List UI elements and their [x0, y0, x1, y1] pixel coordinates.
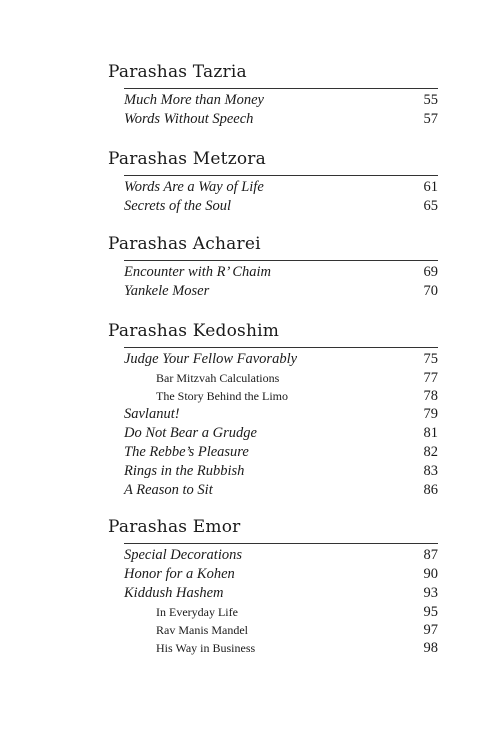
entry-page-number: 65	[423, 198, 438, 214]
entry-page-number: 87	[423, 547, 438, 563]
toc-entry	[108, 405, 438, 424]
entry-page-number: 77	[423, 370, 438, 386]
toc-section	[108, 321, 438, 500]
toc-section	[108, 149, 438, 216]
toc-section	[108, 234, 438, 301]
entry-title: Words Are a Way of Life	[124, 179, 264, 195]
entry-page-number: 98	[423, 640, 438, 656]
entry-page-number: 86	[423, 482, 438, 498]
entry-page-number: 69	[423, 264, 438, 280]
entry-title: Secrets of the Soul	[124, 198, 231, 214]
toc-entry	[108, 91, 438, 110]
toc-entry	[108, 263, 438, 282]
entry-page-number: 70	[423, 283, 438, 299]
toc-entry	[108, 350, 438, 369]
entry-title: Rav Manis Mandel	[156, 623, 248, 637]
toc-entry	[108, 584, 438, 603]
entry-title: Words Without Speech	[124, 111, 254, 127]
toc-entry	[108, 282, 438, 301]
toc-subentry	[108, 369, 438, 387]
entry-page-number: 83	[423, 463, 438, 479]
entry-page-number: 79	[423, 406, 438, 422]
entry-title: Yankele Moser	[124, 283, 210, 299]
entry-title: Judge Your Fellow Favorably	[124, 351, 298, 367]
entry-page-number: 61	[423, 179, 438, 195]
toc-entry	[108, 110, 438, 129]
entry-page-number: 55	[423, 92, 438, 108]
toc-entry	[108, 462, 438, 481]
toc-entry	[108, 443, 438, 462]
section-divider	[124, 347, 438, 348]
section-divider	[124, 175, 438, 176]
section-divider	[124, 543, 438, 544]
entry-title: Savlanut!	[124, 406, 180, 422]
toc-section	[108, 517, 438, 657]
entry-title: Bar Mitzvah Calculations	[156, 371, 280, 385]
section-heading: Parashas Acharei	[108, 234, 261, 254]
toc-entry	[108, 546, 438, 565]
entry-title: Much More than Money	[124, 92, 264, 108]
toc-subentry	[108, 603, 438, 621]
toc-subentry	[108, 639, 438, 657]
entry-title: The Story Behind the Limo	[156, 389, 288, 403]
toc-entry	[108, 178, 438, 197]
section-heading: Parashas Kedoshim	[108, 321, 280, 341]
entry-page-number: 95	[423, 604, 438, 620]
entry-title: Rings in the Rubbish	[124, 463, 245, 479]
section-heading: Parashas Tazria	[108, 62, 247, 82]
toc-section	[108, 62, 438, 129]
entry-page-number: 81	[423, 425, 438, 441]
entry-page-number: 93	[423, 585, 438, 601]
section-heading: Parashas Metzora	[108, 149, 266, 169]
entry-title: Do Not Bear a Grudge	[124, 425, 257, 441]
toc-entry	[108, 565, 438, 584]
toc-subentry	[108, 387, 438, 405]
entry-title: A Reason to Sit	[124, 482, 213, 498]
section-heading: Parashas Emor	[108, 517, 241, 537]
entry-title: His Way in Business	[156, 641, 256, 655]
toc-entry	[108, 197, 438, 216]
entry-title: Special Decorations	[124, 547, 242, 563]
section-divider	[124, 88, 438, 89]
entry-title: Kiddush Hashem	[124, 585, 224, 601]
section-divider	[124, 260, 438, 261]
entry-page-number: 97	[423, 622, 438, 638]
entry-page-number: 57	[423, 111, 438, 127]
entry-page-number: 78	[423, 388, 438, 404]
entry-title: Encounter with R’ Chaim	[124, 264, 272, 280]
toc-subentry	[108, 621, 438, 639]
toc-entry	[108, 424, 438, 443]
entry-page-number: 82	[423, 444, 438, 460]
toc-entry	[108, 481, 438, 500]
entry-title: Honor for a Kohen	[124, 566, 235, 582]
entry-title: The Rebbe’s Pleasure	[124, 444, 249, 460]
entry-page-number: 90	[423, 566, 438, 582]
entry-page-number: 75	[423, 351, 438, 367]
entry-title: In Everyday Life	[156, 605, 238, 619]
